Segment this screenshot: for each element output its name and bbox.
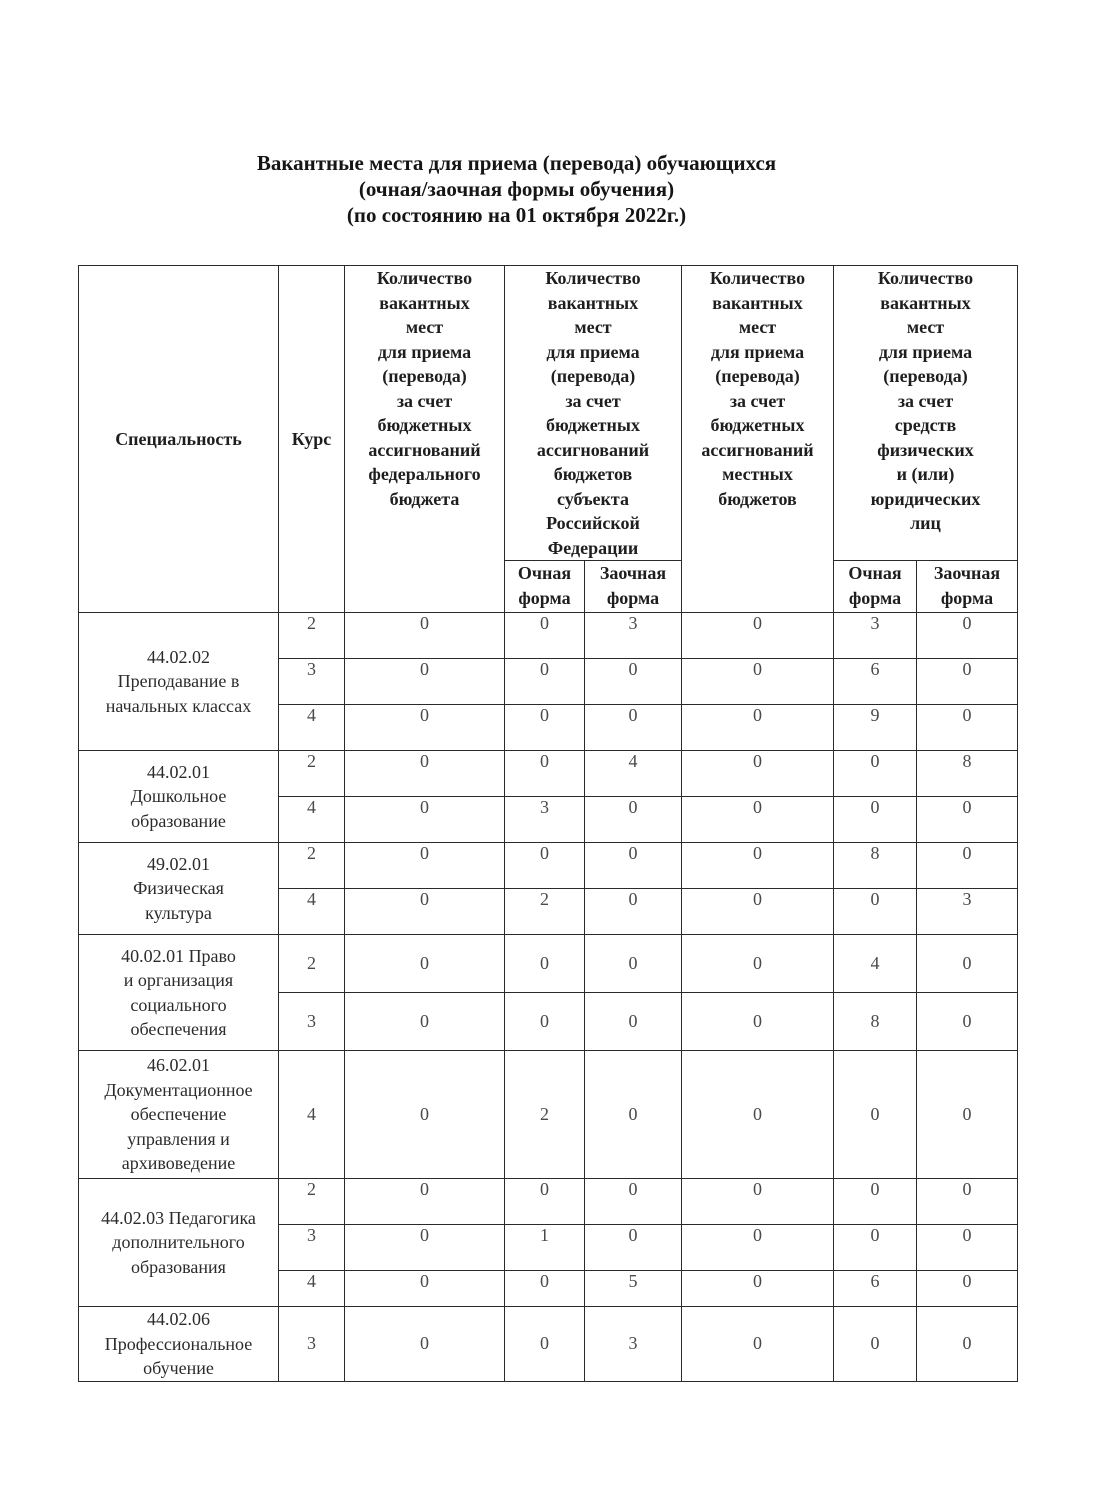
- vacancy-regional-part-cell: 0: [585, 889, 682, 935]
- header-line: Федерации: [547, 537, 639, 558]
- header-local-budget: [682, 266, 834, 613]
- vacancy-regional-part-cell: 0: [585, 1179, 682, 1225]
- table-header: [79, 266, 1018, 613]
- vacancy-regional-full-cell: 1: [505, 1225, 585, 1271]
- vacancy-paid-full-cell: 0: [834, 797, 917, 843]
- vacancy-paid-full-cell: 4: [834, 935, 917, 993]
- specialty-line: культура: [145, 902, 212, 923]
- vacancy-paid-part-cell: 0: [917, 1051, 1018, 1179]
- vacancy-regional-full-cell: 0: [505, 659, 585, 705]
- course-cell: 3: [279, 1225, 345, 1271]
- specialty-line: образование: [131, 810, 226, 831]
- header-line: (перевода): [883, 366, 968, 386]
- header-line: бюджетов: [553, 464, 633, 484]
- header-line: для приема: [878, 341, 973, 362]
- vacancy-regional-full-cell: 0: [505, 935, 585, 993]
- header-line: федерального: [368, 464, 481, 484]
- vacancy-regional-full-cell: 0: [505, 993, 585, 1051]
- course-cell: 2: [279, 1179, 345, 1225]
- vacancy-federal-cell: 0: [345, 705, 505, 751]
- vacancy-regional-full-cell: 0: [505, 1179, 585, 1225]
- header-line: Заочная: [933, 563, 1001, 583]
- specialty-line: обеспечение: [130, 1104, 227, 1125]
- header-line: средств: [894, 415, 957, 435]
- specialty-line: образования: [131, 1256, 226, 1277]
- course-cell: 3: [279, 1307, 345, 1382]
- specialty-line: и организация: [123, 970, 234, 990]
- header-line: вакантных: [379, 292, 470, 313]
- vacancy-local-cell: 0: [682, 751, 834, 797]
- vacancy-local-cell: 0: [682, 889, 834, 935]
- vacancy-regional-full-cell: 0: [505, 705, 585, 751]
- header-line: вакантных: [547, 292, 639, 313]
- vacancy-regional-full-cell: 2: [505, 1051, 585, 1179]
- header-line: вакантных: [880, 292, 971, 313]
- vacancy-paid-part-cell: 0: [917, 1225, 1018, 1271]
- specialty-cell: [79, 1307, 279, 1382]
- specialty-line: обучение: [143, 1358, 214, 1378]
- header-line: бюджетных: [710, 415, 805, 435]
- vacancy-local-cell: 0: [682, 1051, 834, 1179]
- specialty-line: 44.02.06: [147, 1309, 210, 1329]
- table-body: [79, 613, 1018, 1382]
- header-federal-budget: [345, 266, 505, 613]
- vacancy-federal-cell: 0: [345, 751, 505, 797]
- specialty-line: социального: [130, 994, 227, 1015]
- vacancy-paid-part-cell: 8: [917, 751, 1018, 797]
- vacancy-federal-cell: 0: [345, 1271, 505, 1307]
- vacancy-local-cell: 0: [682, 935, 834, 993]
- vacancy-paid-full-cell: 8: [834, 843, 917, 889]
- vacancy-paid-part-cell: 0: [917, 843, 1018, 889]
- header-line: местных: [722, 464, 793, 484]
- title-line-1: Вакантные места для приема (перевода) обучающихся: [256, 151, 777, 175]
- vacancy-federal-cell: 0: [345, 1179, 505, 1225]
- table-row: [79, 935, 1018, 993]
- header-line: мест: [574, 317, 612, 337]
- vacancy-paid-part-cell: 0: [917, 797, 1018, 843]
- vacancy-local-cell: 0: [682, 659, 834, 705]
- header-paid-ochnaya: [834, 561, 917, 613]
- course-cell: 3: [279, 993, 345, 1051]
- course-cell: 4: [279, 1271, 345, 1307]
- vacancy-paid-full-cell: 0: [834, 889, 917, 935]
- vacancies-table: [78, 265, 1018, 1382]
- specialty-line: дополнительного: [112, 1232, 245, 1253]
- vacancy-paid-full-cell: 9: [834, 705, 917, 751]
- header-regional-zaochnaya: [585, 561, 682, 613]
- specialty-line: 44.02.02: [147, 646, 210, 667]
- header-line: Количество: [376, 268, 473, 288]
- course-cell: 2: [279, 751, 345, 797]
- header-line: Российской: [546, 513, 640, 533]
- specialty-line: 44.02.01: [147, 761, 210, 782]
- vacancy-regional-part-cell: 0: [585, 993, 682, 1051]
- header-regional-ochnaya: [505, 561, 585, 613]
- header-line: мест: [906, 317, 945, 337]
- vacancy-federal-cell: 0: [345, 935, 505, 993]
- vacancy-regional-part-cell: 0: [585, 935, 682, 993]
- course-cell: 2: [279, 935, 345, 993]
- specialty-cell: [79, 843, 279, 935]
- vacancy-regional-part-cell: 3: [585, 613, 682, 659]
- header-line: ассигнований: [701, 439, 814, 460]
- course-cell: 4: [279, 889, 345, 935]
- vacancy-regional-full-cell: 2: [505, 889, 585, 935]
- specialty-line: Дошкольное: [130, 786, 227, 807]
- vacancy-local-cell: 0: [682, 1271, 834, 1307]
- header-line: бюджетов: [718, 488, 797, 509]
- specialty-cell: [79, 751, 279, 843]
- specialty-line: архивоведение: [121, 1153, 236, 1174]
- vacancy-regional-part-cell: 4: [585, 751, 682, 797]
- header-line: бюджета: [389, 488, 460, 509]
- vacancy-paid-full-cell: 0: [834, 751, 917, 797]
- header-line: бюджетных: [377, 415, 472, 435]
- vacancy-local-cell: 0: [682, 1225, 834, 1271]
- vacancy-regional-part-cell: 0: [585, 797, 682, 843]
- vacancy-local-cell: 0: [682, 993, 834, 1051]
- specialty-cell: [79, 613, 279, 751]
- vacancy-paid-full-cell: 0: [834, 1307, 917, 1382]
- title-line-2: (очная/заочная формы обучения): [358, 177, 675, 201]
- header-paid-zaochnaya: [917, 561, 1018, 613]
- header-line: ассигнований: [536, 439, 650, 460]
- vacancy-federal-cell: 0: [345, 797, 505, 843]
- vacancy-local-cell: 0: [682, 843, 834, 889]
- header-line: за счет: [565, 390, 621, 411]
- vacancy-regional-part-cell: 0: [585, 1225, 682, 1271]
- vacancy-paid-full-cell: 0: [834, 1179, 917, 1225]
- header-line: форма: [518, 587, 571, 608]
- table-row: [79, 843, 1018, 889]
- header-line: Заочная: [599, 563, 667, 583]
- vacancy-paid-part-cell: 0: [917, 659, 1018, 705]
- vacancy-regional-part-cell: 0: [585, 1051, 682, 1179]
- vacancy-paid-part-cell: 0: [917, 1307, 1018, 1382]
- header-line: за счет: [897, 390, 954, 411]
- course-cell: 3: [279, 659, 345, 705]
- header-line: бюджетных: [546, 415, 640, 435]
- header-paid-places: [834, 266, 1018, 561]
- vacancy-regional-part-cell: 0: [585, 659, 682, 705]
- vacancy-regional-part-cell: 5: [585, 1271, 682, 1307]
- vacancy-paid-part-cell: 0: [917, 613, 1018, 659]
- vacancy-regional-part-cell: 0: [585, 705, 682, 751]
- table-row: [79, 1051, 1018, 1179]
- header-line: (перевода): [550, 366, 636, 386]
- vacancy-local-cell: 0: [682, 705, 834, 751]
- header-line: юридических: [870, 488, 981, 509]
- vacancy-local-cell: 0: [682, 1307, 834, 1382]
- header-line: форма: [940, 587, 994, 608]
- header-line: для приема: [377, 341, 472, 362]
- vacancy-federal-cell: 0: [345, 1051, 505, 1179]
- header-line: (перевода): [382, 366, 467, 386]
- header-line: (перевода): [715, 366, 800, 386]
- vacancy-regional-full-cell: 0: [505, 613, 585, 659]
- specialty-line: 46.02.01: [147, 1055, 210, 1076]
- vacancy-paid-part-cell: 3: [917, 889, 1018, 935]
- course-cell: 2: [279, 613, 345, 659]
- title-line-3: (по состоянию на 01 октября 2022г.): [346, 203, 687, 227]
- vacancy-regional-part-cell: 0: [585, 843, 682, 889]
- header-line: Количество: [877, 268, 974, 288]
- specialty-line: Профессиональное: [104, 1333, 253, 1354]
- vacancy-paid-full-cell: 6: [834, 1271, 917, 1307]
- specialty-line: Документационное: [104, 1079, 253, 1100]
- vacancy-regional-full-cell: 0: [505, 843, 585, 889]
- table-row: [79, 613, 1018, 659]
- vacancy-regional-part-cell: 3: [585, 1307, 682, 1382]
- vacancy-federal-cell: 0: [345, 843, 505, 889]
- vacancy-paid-full-cell: 0: [834, 1225, 917, 1271]
- header-regional-budget: [505, 266, 682, 561]
- specialty-line: начальных классах: [105, 695, 252, 716]
- vacancy-regional-full-cell: 3: [505, 797, 585, 843]
- header-line: форма: [848, 587, 902, 608]
- vacancy-federal-cell: 0: [345, 1225, 505, 1271]
- vacancy-paid-part-cell: 0: [917, 1179, 1018, 1225]
- header-specialty: Специальность: [79, 266, 279, 613]
- header-line: субъекта: [557, 488, 629, 509]
- header-line: ассигнований: [368, 439, 481, 460]
- course-cell: 4: [279, 705, 345, 751]
- vacancy-paid-part-cell: 0: [917, 935, 1018, 993]
- header-line: Количество: [545, 268, 641, 288]
- header-line: для приема: [546, 341, 640, 362]
- specialty-cell: [79, 1179, 279, 1307]
- header-course: Курс: [279, 266, 345, 613]
- header-line: за счет: [396, 390, 453, 411]
- specialty-line: 49.02.01: [147, 853, 210, 874]
- course-cell: 2: [279, 843, 345, 889]
- header-line: мест: [738, 317, 777, 337]
- header-line: для приема: [710, 341, 805, 362]
- vacancy-paid-full-cell: 3: [834, 613, 917, 659]
- header-line: лиц: [910, 513, 941, 533]
- specialty-line: 40.02.01 Право: [121, 945, 236, 966]
- vacancy-federal-cell: 0: [345, 613, 505, 659]
- vacancy-federal-cell: 0: [345, 993, 505, 1051]
- vacancy-paid-full-cell: 6: [834, 659, 917, 705]
- header-line: вакантных: [712, 292, 803, 313]
- vacancy-paid-full-cell: 8: [834, 993, 917, 1051]
- header-line: мест: [405, 317, 444, 337]
- vacancy-paid-part-cell: 0: [917, 705, 1018, 751]
- vacancy-federal-cell: 0: [345, 1307, 505, 1382]
- specialty-line: управления и: [127, 1128, 230, 1149]
- course-cell: 4: [279, 797, 345, 843]
- vacancy-federal-cell: 0: [345, 659, 505, 705]
- vacancy-local-cell: 0: [682, 797, 834, 843]
- vacancy-local-cell: 0: [682, 1179, 834, 1225]
- vacancy-paid-full-cell: 0: [834, 1051, 917, 1179]
- specialty-line: Преподавание в: [117, 671, 240, 692]
- document-title: [0, 150, 1033, 228]
- header-line: физических: [877, 439, 974, 460]
- header-line: Количество: [709, 268, 806, 288]
- vacancy-local-cell: 0: [682, 613, 834, 659]
- vacancy-federal-cell: 0: [345, 889, 505, 935]
- table-row: [79, 1307, 1018, 1382]
- vacancy-regional-full-cell: 0: [505, 1307, 585, 1382]
- header-line: и (или): [896, 464, 955, 484]
- header-line: Очная: [848, 563, 902, 583]
- header-line: за счет: [729, 390, 786, 411]
- table-row: [79, 1179, 1018, 1225]
- vacancy-regional-full-cell: 0: [505, 751, 585, 797]
- vacancy-regional-full-cell: 0: [505, 1271, 585, 1307]
- vacancy-paid-part-cell: 0: [917, 1271, 1018, 1307]
- specialty-line: 44.02.03 Педагогика: [101, 1207, 256, 1228]
- header-line: Очная: [517, 563, 572, 583]
- specialty-cell: [79, 935, 279, 1051]
- table-row: [79, 751, 1018, 797]
- specialty-line: Физическая: [133, 878, 224, 899]
- vacancy-paid-part-cell: 0: [917, 993, 1018, 1051]
- course-cell: 4: [279, 1051, 345, 1179]
- specialty-cell: [79, 1051, 279, 1179]
- header-line: форма: [606, 587, 660, 608]
- specialty-line: обеспечения: [130, 1019, 227, 1039]
